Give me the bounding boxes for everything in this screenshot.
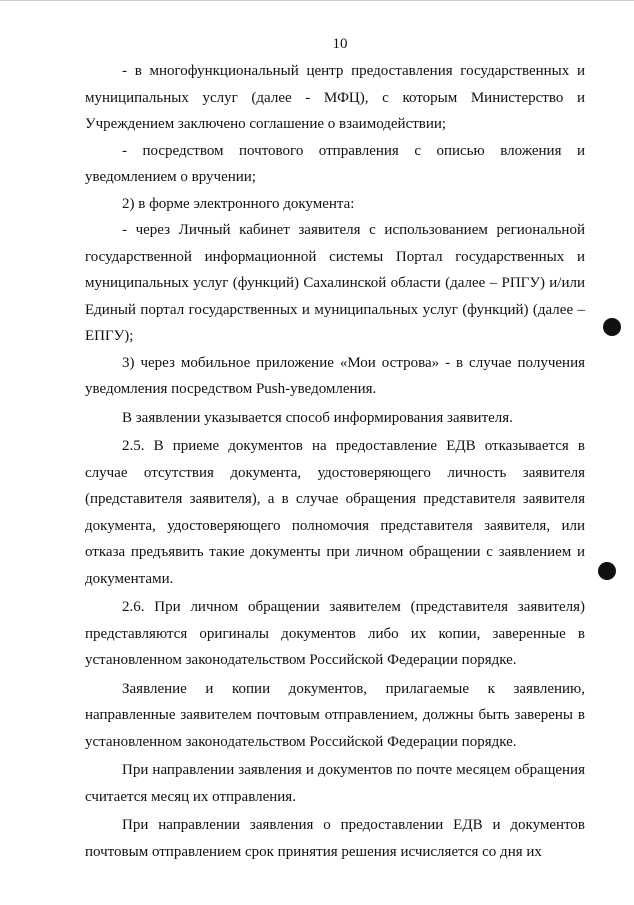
paragraph-section-2-6: 2.6. При личном обращении заявителем (представителя заявителя) представляются оригиналы документов либо их копии, заверенные в установленном законодательством Российской Федерации порядке.: [85, 599, 585, 668]
punch-hole-mark: [603, 318, 621, 336]
paragraph-postal: - посредством почтового отправления с описью вложения и уведомлением о вручении;: [85, 142, 585, 185]
paragraph-electronic-heading: 2) в форме электронного документа:: [122, 195, 355, 212]
document-body: [85, 58, 585, 865]
page-number: 10: [332, 36, 348, 52]
paragraph-mobile-app: 3) через мобильное приложение «Мои острова» - в случае получения уведомления посредством Push-уведомления.: [85, 354, 585, 397]
paragraph-mfc: - в многофункциональный центр предоставления государственных и муниципальных услуг (далее - МФЦ), с которым Министерство и Учреждением заключено соглашение о взаимодействии;: [85, 63, 585, 132]
paragraph-section-2-5: 2.5. В приеме документов на предоставление ЕДВ отказывается в случае отсутствия документа, удостоверяющего личность заявителя (представителя заявителя), а в случае обращения представителя заявителя документа, удостоверяющего полномочия представителя заявителя, или отказа предъявить такие документы при личном обращении с заявлением и документами.: [85, 438, 585, 587]
paragraph-copies-certified: Заявление и копии документов, прилагаемые к заявлению, направленные заявителем почтовым отправлением, должны быть заверены в установленном законодательством Российской Федерации порядке.: [85, 680, 585, 750]
page-top-edge-line: [0, 0, 634, 1]
paragraph-personal-cabinet: - через Личный кабинет заявителя с использованием региональной государственной информационной системы Портал государственных и муниципальных услуг (функций) Сахалинской области (далее – РПГУ) и/или Единый портал государственных и муниципальных услуг (функций) (далее – ЕПГУ);: [85, 222, 585, 344]
paragraph-postal-month: При направлении заявления и документов по почте месяцем обращения считается месяц их отправления.: [85, 762, 585, 805]
paragraph-postal-deadline: При направлении заявления о предоставлении ЕДВ и документов почтовым отправлением срок принятия решения исчисляется со дня их: [85, 817, 585, 860]
punch-hole-mark: [598, 562, 616, 580]
paragraph-notification-method: В заявлении указывается способ информирования заявителя.: [122, 409, 513, 426]
